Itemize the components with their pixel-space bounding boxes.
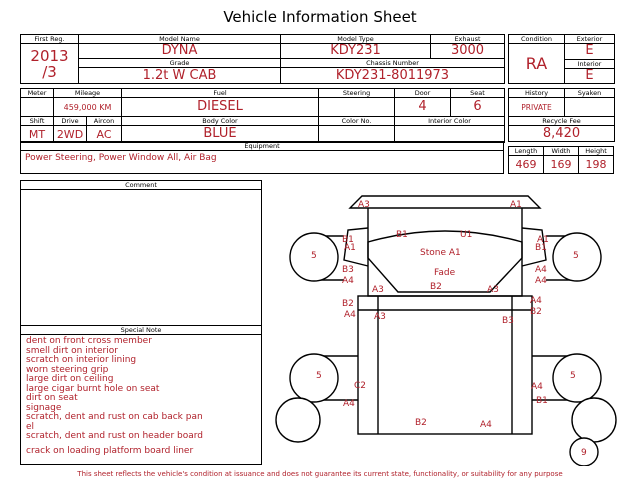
mark-b1-right: B1	[535, 243, 547, 253]
special-note-item: dent on front cross member	[26, 336, 152, 346]
exterior-label: Exterior	[565, 35, 615, 44]
history-table	[508, 88, 615, 142]
body-color-label: Body Color	[122, 117, 319, 126]
mark-a4-rear: A4	[480, 420, 492, 430]
comment-value	[21, 190, 261, 194]
mark-tire-fl: 5	[311, 251, 317, 261]
mark-b2-right: B2	[530, 307, 542, 317]
condition-table	[508, 34, 615, 84]
syaken-label: Syaken	[565, 89, 615, 98]
rear-left-outer-tire	[276, 398, 320, 442]
mark-a4-right-mid: A4	[530, 296, 542, 306]
interior-color-value	[395, 126, 505, 143]
model-type-label: Model Type	[281, 35, 431, 44]
comment-box	[20, 180, 262, 326]
fuel-label: Fuel	[122, 89, 319, 98]
mark-b1-right-low: B1	[536, 396, 548, 406]
mark-front-top-left: A3	[358, 200, 370, 210]
mark-a3-cab-right: A3	[487, 285, 499, 295]
mark-b2-rear: B2	[415, 418, 427, 428]
mark-a1-left: A1	[344, 243, 356, 253]
rear-left-tire	[290, 354, 338, 402]
mark-b1-left: B1	[342, 235, 354, 245]
mark-front-top-right: A1	[510, 200, 522, 210]
drive-value: 2WD	[54, 126, 87, 143]
mark-tire-rl: 5	[316, 371, 322, 381]
mark-a1-right: A1	[537, 235, 549, 245]
chassis-number-value: KDY231-8011973	[281, 68, 505, 84]
steering-label: Steering	[319, 89, 395, 98]
special-note-item: large cigar burnt hole on seat	[26, 383, 160, 394]
color-no-label: Color No.	[319, 117, 395, 126]
history-label: History	[509, 89, 565, 98]
height-label: Height	[579, 147, 614, 156]
history-value: PRIVATE	[509, 98, 565, 117]
meter-value	[21, 98, 54, 117]
first-reg-year: 2013	[30, 46, 69, 65]
mark-fade: Fade	[434, 268, 456, 278]
special-note-item: large dirt on ceiling	[26, 374, 114, 384]
special-note-item: scratch, dent and rust on cab back pan	[26, 412, 203, 422]
recycle-fee-label: Recycle Fee	[509, 117, 615, 126]
condition-grade: RA	[509, 44, 565, 84]
width-value: 169	[544, 156, 579, 174]
special-note-item: crack on loading platform board liner	[26, 445, 194, 456]
grade-label: Grade	[79, 59, 281, 68]
rear-right-tire	[553, 354, 601, 402]
mark-u1: U1	[460, 230, 473, 240]
mark-b3-bed-right: B3	[502, 316, 514, 326]
seat-value: 6	[451, 98, 505, 117]
chassis-number-label: Chassis Number	[281, 59, 505, 68]
special-note-item: dirt on seat	[26, 393, 78, 403]
interior-color-label: Interior Color	[395, 117, 505, 126]
sheet-title: Vehicle Information Sheet	[223, 8, 417, 26]
mark-a3-bed-left: A3	[374, 312, 386, 322]
equipment-value: Power Steering, Power Window All, Air Bag	[25, 153, 217, 163]
exterior-grade: E	[565, 44, 615, 60]
body-color-value: BLUE	[122, 126, 319, 143]
mark-b2-cab: B2	[430, 282, 442, 292]
model-name-value: DYNA	[79, 44, 281, 59]
height-value: 198	[579, 156, 614, 174]
mark-b3-left: B3	[342, 265, 354, 275]
mark-a4-left-mid: A4	[344, 310, 356, 320]
model-name-label: Model Name	[79, 35, 281, 44]
mark-a3-cab-left: A3	[372, 285, 384, 295]
equipment-label: Equipment	[21, 142, 503, 151]
exhaust-value: 3000	[431, 44, 505, 59]
model-type-value: KDY231	[281, 44, 431, 59]
mark-a4-right-top2: A4	[535, 276, 547, 286]
door-label: Door	[395, 89, 451, 98]
mileage-label: Mileage	[54, 89, 122, 98]
disclaimer-footer: This sheet reflects the vehicle's condition at issuance and does not guarantee its current state, functionality, or suitability for any purpose	[77, 470, 563, 478]
recycle-fee-value: 8,420	[509, 126, 615, 142]
special-note-item: signage	[26, 402, 62, 413]
special-note-list	[21, 335, 261, 458]
special-note-label: Special Note	[21, 326, 261, 335]
door-value: 4	[395, 98, 451, 117]
exhaust-label: Exhaust	[431, 35, 505, 44]
mark-tire-rr: 5	[570, 371, 576, 381]
mark-a4-right-low: A4	[531, 382, 543, 392]
interior-grade: E	[565, 68, 615, 84]
condition-label: Condition	[509, 35, 565, 44]
special-note-item: smell dirt on interior	[26, 345, 118, 356]
special-note-item: el	[26, 421, 35, 432]
mark-tire-fr: 5	[573, 251, 579, 261]
first-reg-label: First Reg.	[21, 35, 79, 44]
grade-value: 1.2t W CAB	[79, 68, 281, 84]
syaken-value	[565, 98, 615, 117]
dimensions-table	[508, 146, 614, 174]
mark-spare: 9	[581, 448, 587, 458]
windshield-outline	[368, 231, 522, 292]
equipment-box	[20, 141, 504, 174]
mark-c2: C2	[354, 381, 367, 391]
mileage-value: 459,000 KM	[54, 98, 122, 117]
color-no-value	[319, 126, 395, 143]
meter-label: Meter	[21, 89, 54, 98]
length-label: Length	[509, 147, 544, 156]
seat-label: Seat	[451, 89, 505, 98]
special-note-box	[20, 325, 262, 465]
width-label: Width	[544, 147, 579, 156]
length-value: 469	[509, 156, 544, 174]
special-note-item: scratch, dent and rust on header board	[26, 431, 204, 441]
mark-a4-left-top: A4	[342, 276, 354, 286]
mark-stone: Stone A1	[420, 248, 461, 258]
shift-label: Shift	[21, 117, 54, 126]
special-note-item: worn steering grip	[26, 364, 109, 375]
mark-b2-left: B2	[342, 299, 354, 309]
first-reg-month: /3	[42, 62, 57, 81]
comment-label: Comment	[21, 181, 261, 190]
spec-table	[20, 88, 505, 143]
special-note-item: scratch on interior lining	[26, 355, 137, 365]
aircon-value: AC	[87, 126, 122, 143]
mark-a4-right-top: A4	[535, 265, 547, 275]
interior-label: Interior	[565, 59, 615, 68]
model-table	[20, 34, 505, 84]
first-reg-value	[21, 44, 79, 84]
steering-value	[319, 98, 395, 117]
aircon-label: Aircon	[87, 117, 122, 126]
shift-value: MT	[21, 126, 54, 143]
drive-label: Drive	[54, 117, 87, 126]
mark-a4-left-low: A4	[343, 399, 355, 409]
fuel-value: DIESEL	[122, 98, 319, 117]
mark-b1-center: B1	[396, 230, 408, 240]
rear-right-outer-tire	[572, 398, 616, 442]
vehicle-diagram	[270, 180, 620, 466]
